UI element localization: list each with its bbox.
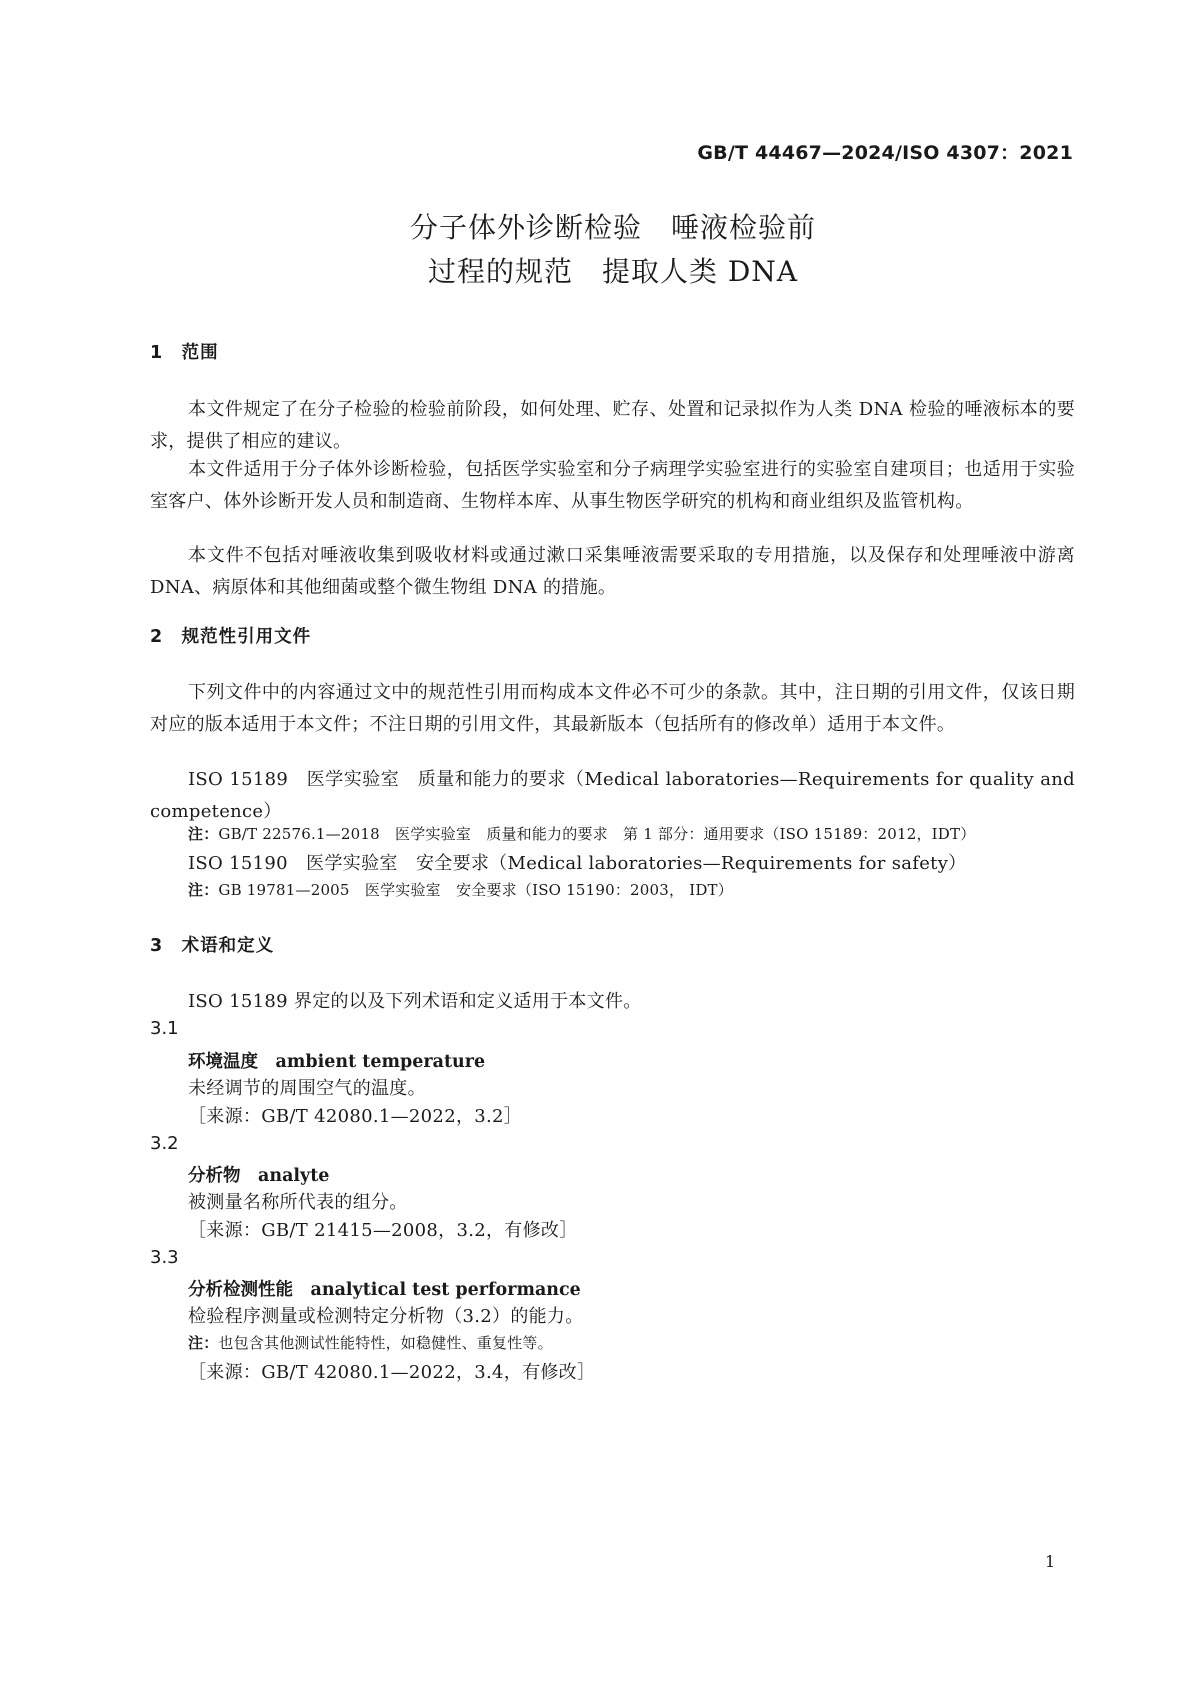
- title-line-2: 过程的规范 提取人类 DNA: [427, 255, 799, 288]
- term-en: ambient temperature: [275, 1052, 486, 1072]
- term-en: analyte: [258, 1166, 330, 1186]
- section-1-para-2: 本文件适用于分子体外诊断检验，包括医学实验室和分子病理学实验室进行的实验室自建项目；也适用于实验室客户、体外诊断开发人员和制造商、生物样本库、从事生物医学研究的机构和商业组织及监管机构。: [150, 459, 1075, 512]
- term-en: analytical test performance: [310, 1280, 581, 1300]
- document-title: [0, 206, 1191, 294]
- term-definition: 未经调节的周围空气的温度。: [188, 1078, 426, 1099]
- section-2-heading: 2 规范性引用文件: [150, 627, 312, 647]
- term-number: 3.3: [150, 1247, 179, 1268]
- term-source: ［来源：GB/T 21415—2008，3.2，有修改］: [188, 1220, 578, 1241]
- term-cn: 分析物: [188, 1166, 241, 1186]
- term-source: ［来源：GB/T 42080.1—2022，3.2］: [188, 1106, 523, 1127]
- term-source: ［来源：GB/T 42080.1—2022，3.4，有修改］: [188, 1362, 596, 1383]
- note-label: 注：: [188, 825, 219, 843]
- title-line-1: 分子体外诊断检验 唾液检验前: [409, 211, 816, 244]
- term-cn: 分析检测性能: [188, 1280, 293, 1300]
- note-text: 也包含其他测试性能特性，如稳健性、重复性等。: [218, 1334, 553, 1352]
- term-number: 3.1: [150, 1018, 179, 1039]
- note-label: 注：: [188, 881, 219, 899]
- section-3-intro: ISO 15189 界定的以及下列术语和定义适用于本文件。: [188, 991, 642, 1012]
- term-cn: 环境温度: [188, 1052, 258, 1072]
- standard-code: GB/T 44467—2024/ISO 4307：2021: [697, 142, 1073, 164]
- note-text: GB/T 22576.1—2018 医学实验室 质量和能力的要求 第 1 部分：通用要求（ISO 15189：2012，IDT）: [218, 825, 976, 843]
- term-heading: [188, 1048, 485, 1073]
- reference-note-2: [188, 879, 733, 900]
- term-definition: 被测量名称所代表的组分。: [188, 1192, 408, 1213]
- page-number: 1: [1045, 1552, 1056, 1571]
- term-definition: 检验程序测量或检测特定分析物（3.2）的能力。: [188, 1306, 584, 1327]
- term-heading: [188, 1162, 329, 1187]
- note-text: GB 19781—2005 医学实验室 安全要求（ISO 15190：2003， IDT）: [218, 881, 733, 899]
- section-1-heading: 1 范围: [150, 343, 219, 363]
- normative-reference-2: ISO 15190 医学实验室 安全要求（Medical laboratories—Requirements for safety）: [188, 853, 967, 874]
- reference-note-1: [188, 823, 975, 844]
- term-number: 3.2: [150, 1133, 179, 1154]
- normative-reference-1: ISO 15189 医学实验室 质量和能力的要求（Medical laboratories—Requirements for quality and competence）: [150, 769, 1075, 822]
- section-3-heading: 3 术语和定义: [150, 936, 275, 956]
- section-1-para-1: 本文件规定了在分子检验的检验前阶段，如何处理、贮存、处置和记录拟作为人类 DNA 检验的唾液标本的要求，提供了相应的建议。: [150, 399, 1075, 452]
- section-1-para-3: 本文件不包括对唾液收集到吸收材料或通过漱口采集唾液需要采取的专用措施，以及保存和处理唾液中游离 DNA、病原体和其他细菌或整个微生物组 DNA 的措施。: [150, 545, 1075, 598]
- note-label: 注：: [188, 1334, 219, 1352]
- term-heading: [188, 1276, 581, 1301]
- section-2-intro: 下列文件中的内容通过文中的规范性引用而构成本文件必不可少的条款。其中，注日期的引用文件，仅该日期对应的版本适用于本文件；不注日期的引用文件，其最新版本（包括所有的修改单）适用于本文件。: [150, 682, 1075, 735]
- term-note: [188, 1332, 553, 1353]
